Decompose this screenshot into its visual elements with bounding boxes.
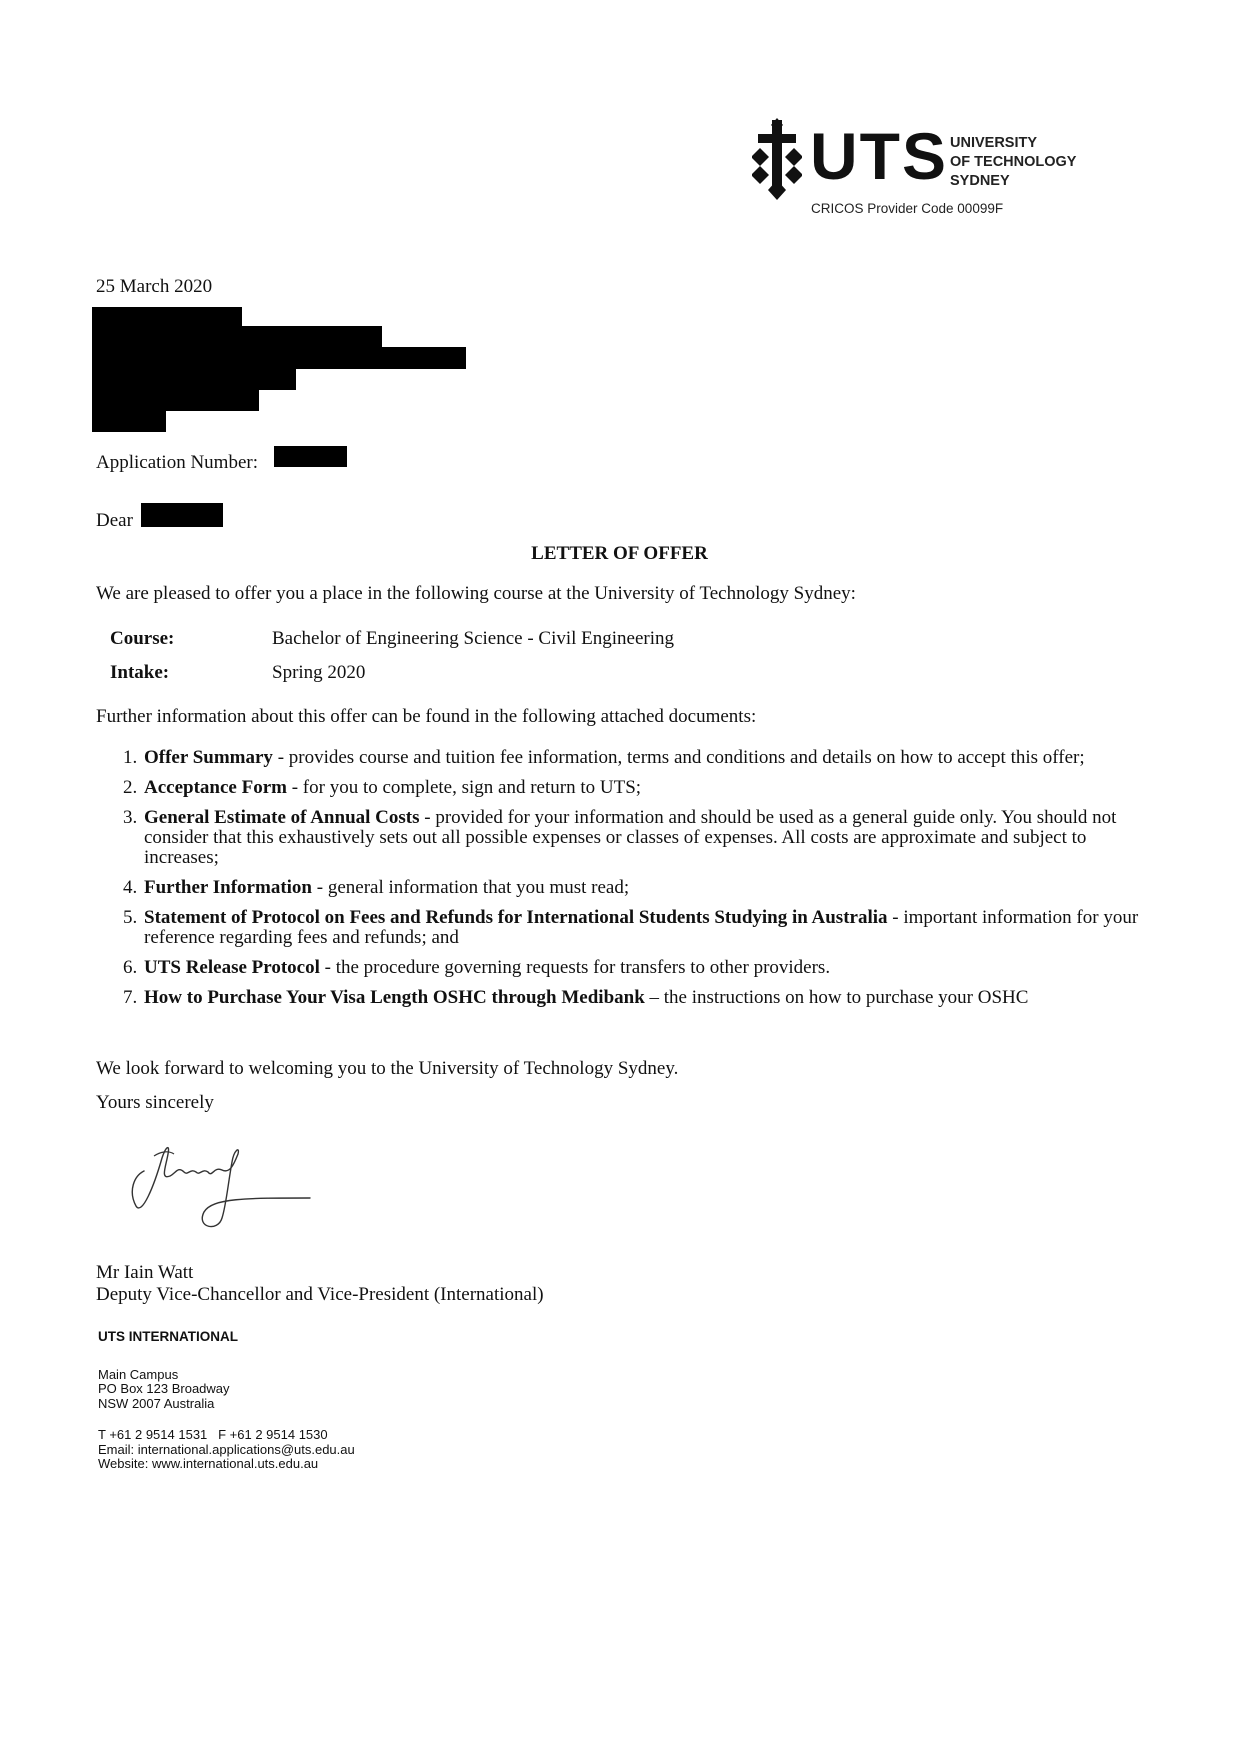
letter-title: LETTER OF OFFER	[531, 543, 708, 564]
course-row	[110, 628, 674, 662]
document-description: - provides course and tuition fee information, terms and conditions and details on how to accept this offer;	[272, 747, 1085, 768]
intake-value: Spring 2020	[272, 662, 366, 683]
university-name-line: UNIVERSITY	[950, 135, 1038, 151]
list-item	[142, 748, 1152, 768]
uts-logo	[752, 118, 1102, 224]
university-name-line: OF TECHNOLOGY	[950, 154, 1077, 170]
signer-name: Mr Iain Watt	[96, 1262, 194, 1283]
redacted-address-line	[92, 368, 296, 390]
redacted-address-line	[92, 347, 466, 369]
redacted-recipient-name	[141, 503, 223, 527]
document-name: Offer Summary	[144, 747, 273, 768]
sign-off: Yours sincerely	[96, 1092, 214, 1113]
signer-block	[96, 1262, 544, 1306]
intake-label: Intake:	[110, 662, 170, 683]
footer-website[interactable]: Website: www.international.uts.edu.au	[98, 1456, 319, 1471]
university-name-line: SYDNEY	[950, 173, 1010, 189]
list-item	[142, 778, 1152, 798]
document-name: Acceptance Form	[144, 777, 287, 798]
signer-title: Deputy Vice-Chancellor and Vice-President (International)	[96, 1284, 544, 1305]
redacted-address-line	[92, 389, 259, 411]
list-item	[142, 988, 1152, 1008]
course-label: Course:	[110, 628, 175, 649]
document-description: - the procedure governing requests for transfers to other providers.	[319, 957, 831, 978]
document-name: General Estimate of Annual Costs	[144, 807, 420, 828]
list-item	[142, 878, 1152, 898]
intake-row	[110, 662, 674, 696]
document-name: Further Information	[144, 877, 312, 898]
intro-paragraph: We are pleased to offer you a place in the following course at the University of Technology Sydney:	[96, 583, 856, 604]
footer	[98, 1330, 355, 1472]
address-line: NSW 2007 Australia	[98, 1395, 215, 1411]
document-name: UTS Release Protocol	[144, 957, 320, 978]
uts-crest-icon	[752, 118, 802, 200]
handwritten-signature	[126, 1136, 326, 1241]
list-item	[142, 808, 1152, 868]
list-item	[142, 958, 1152, 978]
closing-paragraph: We look forward to welcoming you to the University of Technology Sydney.	[96, 1058, 679, 1079]
footer-department: UTS INTERNATIONAL	[98, 1329, 238, 1344]
address-line: Main Campus	[98, 1366, 179, 1382]
document-description: - general information that you must read;	[312, 877, 630, 898]
footer-address	[98, 1368, 355, 1412]
document-description: – the instructions on how to purchase your OSHC	[644, 987, 1029, 1008]
redacted-address-line	[92, 326, 382, 348]
footer-email[interactable]: Email: international.applications@uts.edu.au	[98, 1441, 355, 1457]
uts-wordmark: UTS	[810, 119, 948, 193]
document-description: - important information for your reference regarding fees and refunds; and	[144, 907, 1139, 948]
document-name: Statement of Protocol on Fees and Refunds for International Students Studying in Australia	[144, 907, 888, 928]
document-description: - for you to complete, sign and return to UTS;	[286, 777, 642, 798]
course-details	[110, 628, 674, 696]
redacted-address-line	[92, 307, 242, 327]
attached-documents-list	[118, 748, 1152, 1018]
address-line: PO Box 123 Broadway	[98, 1381, 230, 1396]
list-item	[142, 908, 1152, 948]
university-name	[950, 134, 1076, 191]
footer-phone: T +61 2 9514 1531 F +61 2 9514 1530	[98, 1427, 328, 1442]
document-description: - provided for your information and should be used as a general guide only. You should not consider that this exhaustively sets out all possible expenses or classes of expenses. All costs are approximate and subject to increases;	[144, 807, 1117, 868]
redacted-application-number	[274, 446, 347, 467]
course-value: Bachelor of Engineering Science - Civil Engineering	[272, 628, 675, 649]
further-info-paragraph: Further information about this offer can be found in the following attached documents:	[96, 706, 757, 727]
cricos-code: CRICOS Provider Code 00099F	[811, 201, 1004, 216]
redacted-address-line	[92, 410, 166, 432]
application-number-label: Application Number:	[96, 452, 258, 473]
salutation: Dear	[96, 510, 133, 531]
letter-date: 25 March 2020	[96, 276, 213, 297]
document-name: How to Purchase Your Visa Length OSHC through Medibank	[144, 987, 645, 1008]
